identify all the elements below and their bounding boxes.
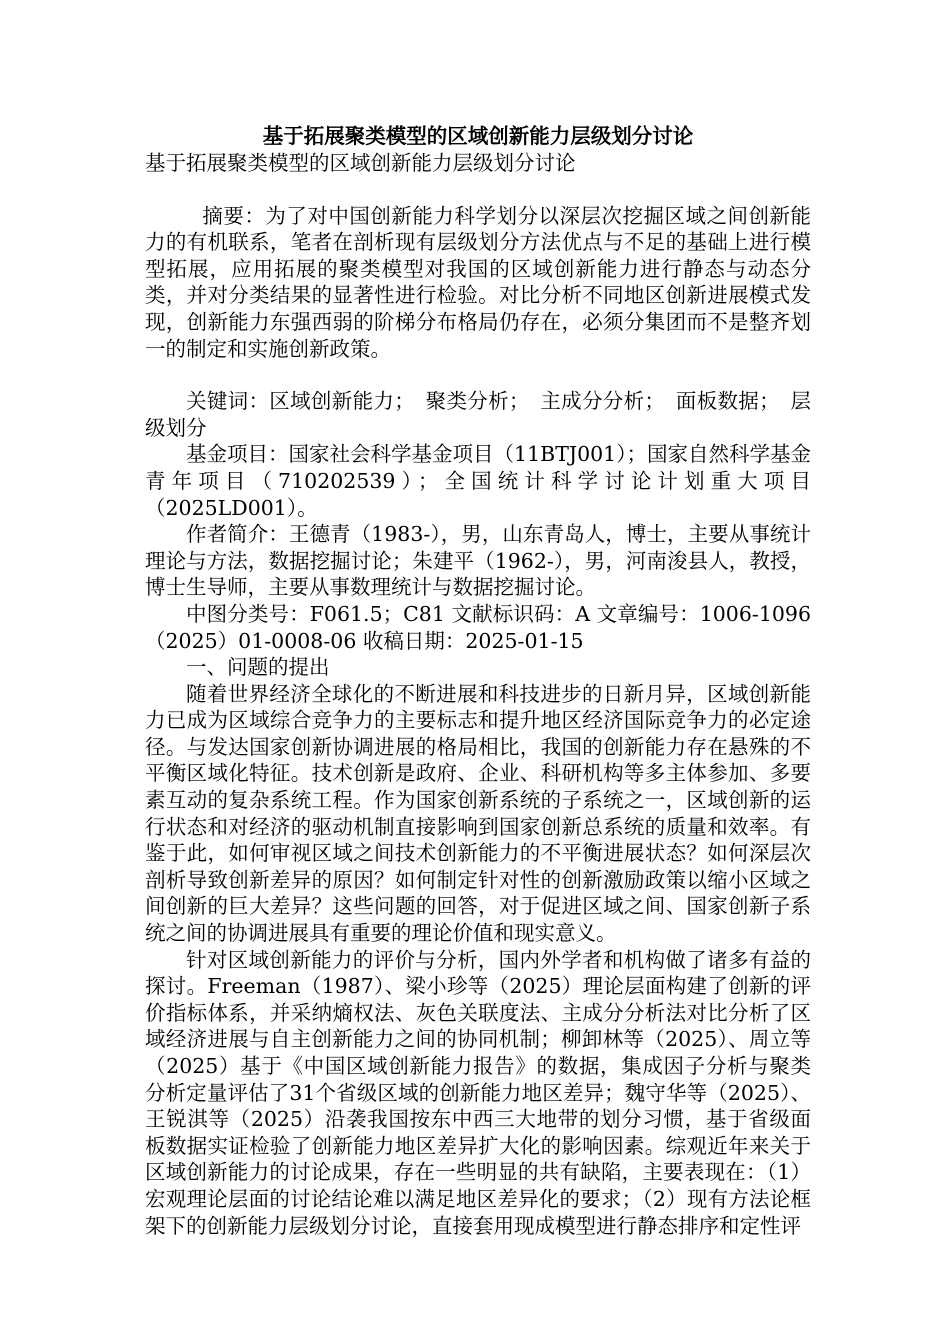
abstract-paragraph: 摘要：为了对中国创新能力科学划分以深层次挖掘区域之间创新能力的有机联系，笔者在剖析现有层级划分方法优点与不足的基础上进行模型拓展，应用拓展的聚类模型对我国的区域创新能力进行静态与动态分类，并对分类结果的显著性进行检验。对比分析不同地区创新进展模式发现，创新能力东强西弱的阶梯分布格局仍存在，必须分集团而不是整齐划一的制定和实施创新政策。 [145,203,811,361]
spacer [145,177,811,203]
section-heading: 一、问题的提出 [186,655,330,680]
body-paragraph-1: 随着世界经济全球化的不断进展和科技进步的日新月异，区域创新能力已成为区域综合竞争力的主要标志和提升地区经济国际竞争力的必定途径。与发达国家创新协调进展的格局相比，我国的创新能力存在悬殊的不平衡区域化特征。技术创新是政府、企业、科研机构等多主体参加、多要素互动的复杂系统工程。作为国家创新系统的子系统之一，区域创新的运行状态和对经济的驱动机制直接影响到国家创新总系统的质量和效率。有鉴于此，如何审视区域之间技术创新能力的不平衡进展状态？如何深层次剖析导致创新差异的原因？如何制定针对性的创新激励政策以缩小区域之间创新的巨大差异？这些问题的回答，对于促进区域之间、国家创新子系统之间的协调进展具有重要的理论价值和现实意义。 [145,681,811,946]
body-paragraph-2: 针对区域创新能力的评价与分析，国内外学者和机构做了诸多有益的探讨。Freeman（1987）、梁小珍等（2025）理论层面构建了创新的评价指标体系，并采纳熵权法、灰色关联度法、主成分分析法对比分析了区域经济进展与自主创新能力之间的协同机制；柳卸林等（2025）、周立等（2025）基于《中国区域创新能力报告》的数据，集成因子分析与聚类分析定量评估了31个省级区域的创新能力地区差异；魏守华等（2025）、王锐淇等（2025）沿袭我国按东中西三大地带的划分习惯，基于省级面板数据实证检验了创新能力地区差异扩大化的影响因素。综观近年来关于区域创新能力的讨论成果，存在一些明显的共有缺陷，主要表现在：（1）宏观理论层面的讨论结论难以满足地区差异化的要求；（2）现有方法论框架下的创新能力层级划分讨论，直接套用现成模型进行静态排序和定性评 [145,947,811,1238]
authors-paragraph: 作者简介：王德青（1983-），男，山东青岛人，博士，主要从事统计理论与方法，数据挖掘讨论；朱建平（1962-），男，河南浚县人，教授，博士生导师，主要从事数理统计与数据挖掘讨论。 [145,522,811,600]
document-body [145,122,811,1239]
document-subtitle: 基于拓展聚类模型的区域创新能力层级划分讨论 [145,151,576,175]
keywords-paragraph: 关键词：区域创新能力； 聚类分析； 主成分分析； 面板数据； 层级划分 [145,389,811,440]
fund-paragraph: 基金项目：国家社会科学基金项目（11BTJ001）；国家自然科学基金青年项目（710202539）；全国统计科学讨论计划重大项目（2025LD001）。 [145,442,811,520]
document-title: 基于拓展聚类模型的区域创新能力层级划分讨论 [262,124,694,148]
spacer [145,362,811,388]
classification-paragraph: 中图分类号：F061.5；C81 文献标识码：A 文章编号：1006-1096（2025）01-0008-06 收稿日期：2025-01-15 [145,601,811,653]
